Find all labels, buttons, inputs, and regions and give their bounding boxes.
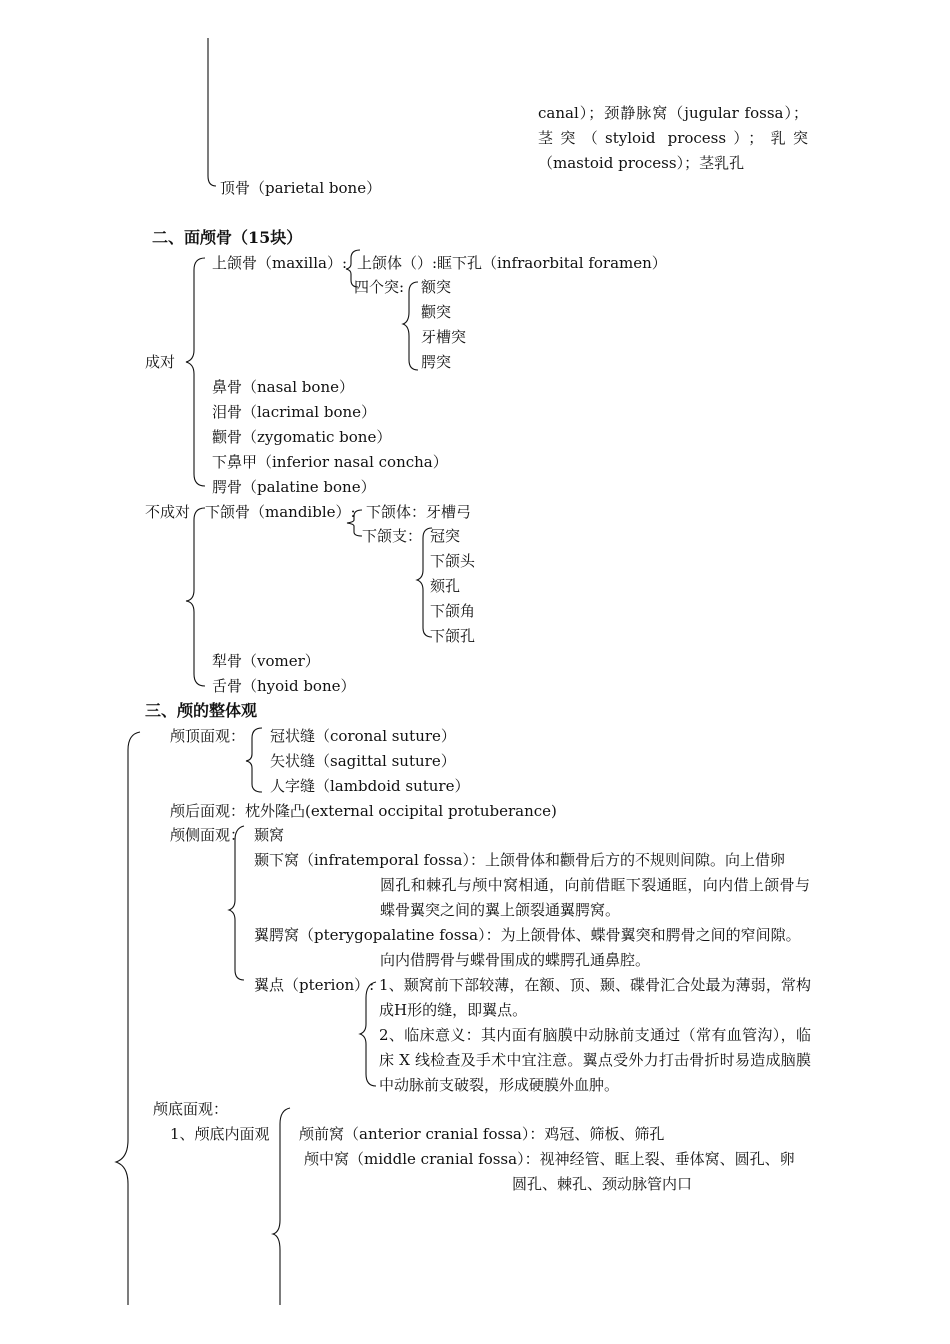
mandible: 下颌骨（mandible）: xyxy=(205,503,356,521)
pterygopalatine-fossa: 翼腭窝（pterygopalatine fossa）：为上颌骨体、蝶骨翼突和腭骨之间的窄间隙。 xyxy=(254,926,801,944)
ramus-item: 颏孔 xyxy=(430,577,461,595)
mandible-ramus: 下颌支： xyxy=(362,527,423,545)
four-processes: 四个突: xyxy=(354,278,405,296)
internal-base-label: 1、颅底内面观 xyxy=(170,1125,270,1143)
process-item: 额突 xyxy=(421,278,452,296)
brace-lateral xyxy=(229,826,244,980)
suture-item: 人字缝（lambdoid suture） xyxy=(270,777,470,795)
lateral-view-label: 颅侧面观： xyxy=(170,826,246,844)
temporal-bone-continuation: canal）；颈静脉窝（jugular fossa）；茎突（styloid process）；乳突（mastoid process）；茎乳孔 xyxy=(538,104,808,172)
anterior-cranial-fossa: 颅前窝（anterior cranial fossa）：鸡冠、筛板、筛孔 xyxy=(299,1125,665,1143)
middle-cranial-fossa: 颅中窝（middle cranial fossa）：视神经管、眶上裂、垂体窝、圆孔、卵 xyxy=(304,1150,795,1168)
ramus-item: 冠突 xyxy=(430,527,461,545)
brace-paired xyxy=(186,258,205,486)
temporal-fossa: 颞窝 xyxy=(254,826,285,844)
infratemporal-fossa: 颞下窝（infratemporal fossa）：上颌骨体和颧骨后方的不规则间隙。向上借卵 xyxy=(254,851,785,869)
paired-bone: 腭骨（palatine bone） xyxy=(212,478,376,496)
process-item: 腭突 xyxy=(421,353,452,371)
brace-processes xyxy=(403,282,418,370)
parietal-bone: 顶骨（parietal bone） xyxy=(220,179,382,197)
ramus-item: 下颌孔 xyxy=(430,627,476,645)
ramus-item: 下颌头 xyxy=(430,552,476,570)
brace-cranial-top xyxy=(208,38,216,186)
paired-bone: 颧骨（zygomatic bone） xyxy=(212,428,392,446)
section3-heading: 三、颅的整体观 xyxy=(145,701,258,720)
pterion-label: 翼点（pterion）: xyxy=(254,976,375,994)
unpaired-bone: 犁骨（vomer） xyxy=(212,652,320,670)
paired-label: 成对 xyxy=(145,353,176,371)
mandible-body: 下颌体：牙槽弓 xyxy=(366,503,472,521)
pterion-point-1: 1、颞窝前下部较薄，在额、顶、颞、碟骨汇合处最为薄弱，常构成H形的缝，即翼点。 xyxy=(379,976,811,1019)
process-item: 颧突 xyxy=(421,303,452,321)
unpaired-bone: 舌骨（hyoid bone） xyxy=(212,677,356,695)
pterion-point-2: 2、临床意义：其内面有脑膜中动脉前支通过（常有血管沟），临床 X 线检查及手术中宜注意。翼点受外力打击骨折时易造成脑膜中动脉前支破裂，形成硬膜外血肿。 xyxy=(379,1026,811,1094)
middle-cranial-fossa-detail: 圆孔、棘孔、颈动脉管内口 xyxy=(512,1175,693,1193)
paired-bone: 泪骨（lacrimal bone） xyxy=(212,403,377,421)
section2-heading: 二、面颅骨（15块） xyxy=(152,228,303,247)
brace-unpaired xyxy=(186,508,205,686)
posterior-view: 颅后面观：枕外隆凸(external occipital protuberance) xyxy=(170,802,557,820)
brace-whole-skull xyxy=(116,732,140,1305)
maxilla: 上颌骨（maxilla）: xyxy=(212,254,348,272)
suture-item: 冠状缝（coronal suture） xyxy=(270,727,456,745)
suture-item: 矢状缝（sagittal suture） xyxy=(270,752,456,770)
unpaired-label: 不成对 xyxy=(145,503,191,521)
maxilla-body: 上颌体（）:眶下孔（infraorbital foramen） xyxy=(357,254,667,272)
infratemporal-fossa-detail: 圆孔和棘孔与颅中窝相通，向前借眶下裂通眶，向内借上颌骨与蝶骨翼突之间的翼上颌裂通翼腭窝。 xyxy=(380,876,810,919)
process-item: 牙槽突 xyxy=(421,328,467,346)
brace-internal-base xyxy=(273,1108,290,1305)
brace-sutures xyxy=(246,728,262,792)
paired-bone: 下鼻甲（inferior nasal concha） xyxy=(212,453,448,471)
vertex-view-label: 颅顶面观： xyxy=(170,727,246,745)
base-view-label: 颅底面观： xyxy=(153,1100,229,1118)
paired-bone: 鼻骨（nasal bone） xyxy=(212,378,354,396)
pterygopalatine-fossa-detail: 向内借腭骨与蝶骨围成的蝶腭孔通鼻腔。 xyxy=(380,951,651,969)
ramus-item: 下颌角 xyxy=(430,602,476,620)
